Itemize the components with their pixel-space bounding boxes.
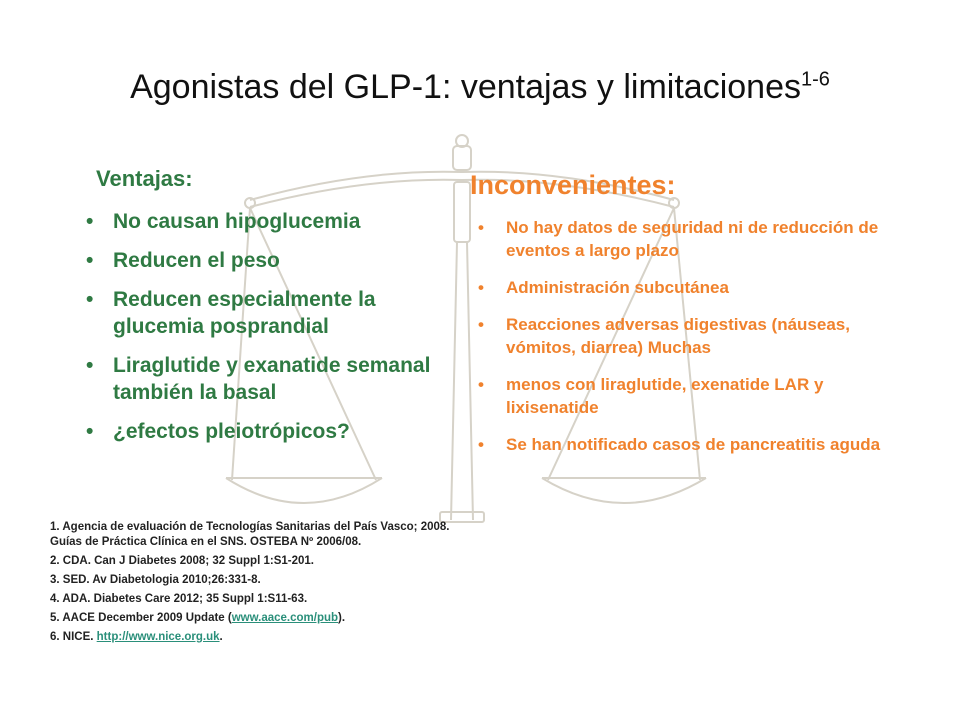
bullet-icon: • — [86, 420, 94, 443]
bullet-icon: • — [478, 218, 484, 237]
advantage-text: Liraglutide y exanatide semanal también la basal — [113, 354, 431, 404]
reference-text: 1. Agencia de evaluación de Tecnologías Sanitarias del País Vasco; 2008. Guías de Práctica Clínica en el SNS. OSTEBA Nº 2006/08. — [50, 521, 450, 548]
reference-item — [50, 592, 460, 607]
list-item — [478, 433, 918, 456]
list-item — [478, 373, 918, 419]
reference-item — [50, 611, 460, 626]
list-item — [478, 276, 918, 299]
list-item — [478, 216, 918, 262]
reference-text: 2. CDA. Can J Diabetes 2008; 32 Suppl 1:S1-201. — [50, 555, 314, 567]
bullet-icon: • — [86, 288, 94, 311]
list-item — [478, 313, 918, 359]
bullet-icon: • — [478, 278, 484, 297]
reference-item — [50, 630, 460, 645]
advantages-heading: Ventajas: — [96, 166, 193, 191]
reference-item — [50, 573, 460, 588]
nice-link[interactable]: http://www.nice.org.uk — [96, 631, 220, 643]
bullet-icon: • — [86, 210, 94, 233]
list-item — [86, 352, 446, 406]
advantages-list — [86, 208, 446, 457]
drawback-text: Administración subcutánea — [506, 278, 729, 297]
bullet-icon: • — [86, 249, 94, 272]
slide-title — [0, 68, 960, 107]
references-list — [50, 520, 460, 649]
slide-title-text: Agonistas del GLP-1: ventajas y limitaciones — [130, 68, 801, 106]
list-item — [86, 418, 446, 445]
advantage-text: ¿efectos pleiotrópicos? — [113, 420, 350, 443]
bullet-icon: • — [86, 354, 94, 377]
reference-item — [50, 554, 460, 569]
reference-text: 5. AACE December 2009 Update ( — [50, 612, 232, 624]
drawback-text: menos con liraglutide, exenatide LAR y lixisenatide — [506, 375, 824, 417]
drawback-text: No hay datos de seguridad ni de reducción de eventos a largo plazo — [506, 218, 879, 260]
bullet-icon: • — [478, 375, 484, 394]
advantage-text: No causan hipoglucemia — [113, 210, 361, 233]
advantage-text: Reducen el peso — [113, 249, 280, 272]
list-item — [86, 286, 446, 340]
drawbacks-heading: Inconvenientes: — [470, 170, 676, 200]
reference-suffix: ). — [338, 612, 346, 624]
bullet-icon: • — [478, 315, 484, 334]
drawback-text: Se han notificado casos de pancreatitis aguda — [506, 435, 881, 454]
drawback-text: Reacciones adversas digestivas (náuseas, vómitos, diarrea) Muchas — [506, 315, 850, 357]
bullet-icon: • — [478, 435, 484, 454]
drawbacks-list — [478, 216, 918, 470]
advantage-text: Reducen especialmente la glucemia posprandial — [113, 288, 376, 338]
list-item — [86, 247, 446, 274]
slide-title-superscript: 1-6 — [800, 68, 830, 91]
reference-text: 3. SED. Av Diabetologia 2010;26:331-8. — [50, 574, 261, 586]
aace-link[interactable]: www.aace.com/pub — [231, 612, 339, 624]
reference-text: 4. ADA. Diabetes Care 2012; 35 Suppl 1:S11-63. — [50, 593, 308, 605]
reference-suffix: . — [219, 631, 223, 643]
reference-item — [50, 520, 460, 550]
list-item — [86, 208, 446, 235]
reference-text: 6. NICE. — [50, 631, 97, 643]
